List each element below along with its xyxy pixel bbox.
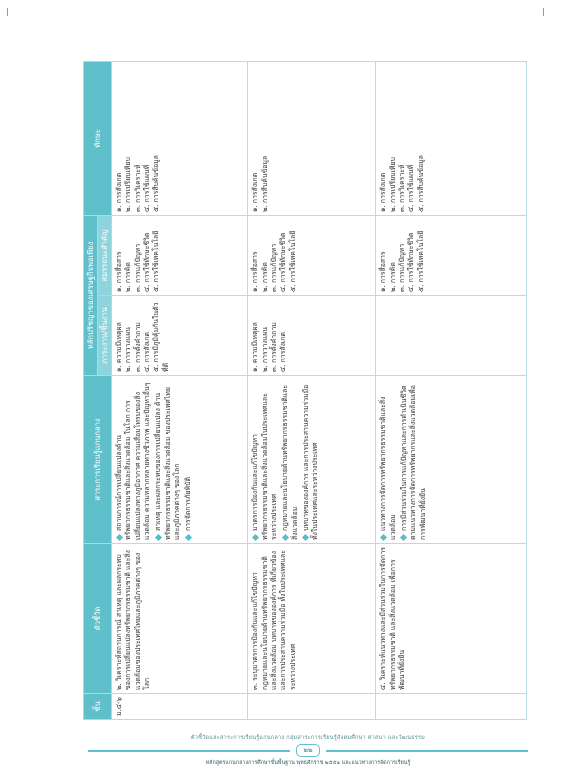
footer-bottom-text: หลักสูตรแกนกลางการศึกษาขั้นพื้นฐาน พุทธศักราช ๒๕๕๑ และแนวทางการจัดการเรียนรู้ — [205, 760, 411, 766]
content-bullet — [154, 379, 182, 540]
indicator-cell: ๓. ระบุมาตรการป้องกันและแก้ไขปัญหา กฎหมายและนโยบายด้านทรัพยากรธรรมชาติ และสิ่งแวดล้อม บทบาทขององค์การ ที่เกี่ยวข้อง และการประสานความร่วมมือ ทั้งในประเทศและระหว่างประเทศ — [248, 544, 376, 694]
content-text: บทบาทขององค์การ และการประสานความร่วมมือทั้งในประเทศและระหว่างประเทศ — [301, 384, 320, 540]
table-row — [112, 61, 248, 719]
content-bullet — [302, 379, 321, 540]
traits-item: ๒. การวางแผน — [260, 327, 269, 372]
grade-cell: ม.๔-๖ — [112, 694, 248, 720]
grade-cell — [248, 694, 376, 720]
page-number: ๒๒ — [296, 744, 320, 757]
skills-item: ๒. การเปรียบเทียบ — [124, 157, 133, 212]
footer-rule-left — [88, 750, 290, 752]
skills-item: ๑. การสังเกต — [379, 172, 388, 212]
curriculum-table-area — [83, 62, 527, 720]
competency-cell — [376, 215, 527, 295]
traits-item: ๑. ความมีเหตุผล — [115, 322, 123, 372]
skills-item: ๒. การเปรียบเทียบ — [388, 157, 397, 212]
traits-item: ๔. การสังเกต — [279, 332, 288, 372]
header-sufficiency-group: หลักปรัชญาของเศรษฐกิจพอเพียง — [84, 215, 98, 375]
header-desired-traits: ภาระงาน/ชิ้นงาน — [98, 296, 112, 376]
footer-rule-right — [326, 750, 528, 752]
competency-cell — [248, 215, 376, 295]
indicator-cell: ๔. วิเคราะห์แนวทางและมีส่วนร่วมในการจัดการทรัพยากรธรรมชาติ และสิ่งแวดล้อม เพื่อการพัฒนาที่ยั่งยืน — [376, 544, 527, 694]
content-text: สาเหตุ และผลกระทบของการเปลี่ยนแปลง ด้านทรัพยากรธรรมชาติและสิ่งแวดล้อม ของประเทศไทยและภูมิภาคต่างๆ ของโลก — [154, 387, 181, 540]
traits-item: ๓. การตั้งคำถาม — [133, 322, 142, 372]
skills-item: ๕. การสืบค้นข้อมูล — [416, 155, 425, 212]
skills-item: ๓. การวิเคราะห์ — [133, 164, 142, 212]
competency-item: ๓. การแก้ปัญหา — [133, 243, 142, 292]
header-indicator: ตัวชี้วัด — [84, 544, 112, 694]
skills-item: ๔. การใช้แผนที่ — [407, 164, 416, 212]
page-footer — [88, 734, 528, 767]
skills-item: ๕. การสืบค้นข้อมูล — [152, 155, 161, 212]
skills-item: ๑. การสังเกต — [115, 172, 123, 212]
indicator-cell: ๒. วิเคราะห์สถานการณ์ สาเหตุ และผลกระทบของการเปลี่ยนแปลงทรัพยากรธรรมชาติ และสิ่งแวดล้อมของประเทศไทยและภูมิภาคต่างๆ ของโลก — [112, 544, 248, 694]
footer-top-text: ตัวชี้วัดและสาระการเรียนรู้แกนกลาง กลุ่มสาระการเรียนรู้สังคมศึกษา ศาสนา และวัฒนธรรม — [190, 735, 426, 741]
header-grade: ชั้น — [84, 694, 112, 720]
desired-traits-cell — [376, 296, 527, 376]
crop-mark-right — [543, 8, 544, 16]
desired-traits-cell — [248, 296, 376, 376]
content-text: แนวทางการจัดการทรัพยากรธรรมชาติและสิ่งแวดล้อม — [379, 396, 397, 540]
content-bullet — [400, 379, 428, 540]
competency-item: ๒. การคิด — [260, 262, 269, 292]
skills-cell — [112, 61, 248, 215]
content-bullet — [379, 379, 398, 540]
competency-item: ๔. การใช้ทักษะชีวิต — [279, 232, 288, 292]
competency-item: ๕. การใช้เทคโนโลยี — [288, 230, 297, 292]
diamond-bullet-icon — [185, 534, 192, 541]
traits-item: ๑. ความมีเหตุผล — [251, 322, 260, 372]
diamond-bullet-icon — [282, 534, 289, 541]
competency-item: ๒. การคิด — [124, 262, 133, 292]
content-text: มาตรการป้องกันและแก้ไขปัญหาทรัพยากรธรรมชาติและสิ่งแวดล้อมในประเทศและระหว่างประเทศ — [251, 393, 278, 540]
core-content-cell — [112, 376, 248, 544]
footer-page-row — [88, 744, 528, 757]
skills-cell — [376, 61, 527, 215]
traits-item: ๕. การมีภูมิคุ้มกันในตัวที่ดี — [152, 302, 170, 372]
competency-item: ๑. การสื่อสาร — [251, 251, 260, 292]
table-row — [248, 61, 376, 719]
diamond-bullet-icon — [302, 534, 309, 541]
competency-item: ๓. การแก้ปัญหา — [269, 243, 278, 292]
content-bullet — [281, 379, 300, 540]
desired-traits-cell — [112, 296, 248, 376]
competency-cell — [112, 215, 248, 295]
core-content-cell — [376, 376, 527, 544]
content-bullet — [115, 379, 152, 540]
table-row — [376, 61, 527, 719]
traits-item: ๓. การตั้งคำถาม — [269, 322, 278, 372]
diamond-bullet-icon — [155, 534, 162, 541]
header-skills: ทักษะ — [84, 61, 112, 215]
skills-item: ๑. การสังเกต — [251, 172, 260, 212]
rotated-table-wrapper — [83, 62, 527, 720]
competency-item: ๑. การสื่อสาร — [115, 251, 123, 292]
content-text: สถานการณ์การเปลี่ยนแปลงด้านทรัพยากรธรรมชาติและสิ่งแวดล้อม ในโลก การเปลี่ยนแปลงทางภูมิอากาศ ความเสื่อมโทรมของสิ่งแวดล้อม ความหลากหลายทางชีวภาพ และปัญหาอื่นๆ — [115, 382, 151, 540]
crop-mark-left — [7, 8, 8, 16]
competency-item: ๕. การใช้เทคโนโลยี — [416, 230, 425, 292]
competency-item: ๑. การสื่อสาร — [379, 251, 388, 292]
traits-item: ๔. การสังเกต — [142, 332, 151, 372]
content-bullet — [184, 379, 193, 540]
grade-cell — [376, 694, 527, 720]
competency-item: ๓. การแก้ปัญหา — [397, 243, 406, 292]
diamond-bullet-icon — [115, 534, 122, 541]
skills-cell — [248, 61, 376, 215]
competency-item: ๕. การใช้เทคโนโลยี — [152, 230, 161, 292]
content-text: กฎหมายและนโยบายด้านทรัพยากรธรรมชาติและสิ่งแวดล้อม — [281, 384, 299, 540]
content-text: การจัดการภัยพิบัติ — [184, 477, 193, 531]
header-core-content: สาระการเรียนรู้แกนกลาง — [84, 376, 112, 544]
diamond-bullet-icon — [400, 534, 407, 541]
core-content-cell — [248, 376, 376, 544]
curriculum-table — [83, 61, 527, 720]
content-bullet — [251, 379, 279, 540]
skills-item: ๒. การสืบค้นข้อมูล — [260, 155, 269, 212]
table-body — [112, 61, 527, 719]
skills-item: ๔. การใช้แผนที่ — [142, 164, 151, 212]
traits-item: ๒. การวางแผน — [124, 327, 133, 372]
skills-item: ๓. การวิเคราะห์ — [397, 164, 406, 212]
diamond-bullet-icon — [380, 534, 387, 541]
diamond-bullet-icon — [252, 534, 259, 541]
content-text: การมีส่วนร่วมในการแก้ปัญหาและการดำเนินชีวิตตามแนวทางการจัดการทรัพยากรและสิ่งแวดล้อมเพื่อการพัฒนาที่ยั่งยืน — [399, 385, 427, 540]
competency-item: ๔. การใช้ทักษะชีวิต — [407, 232, 416, 292]
competency-item: ๒. การคิด — [388, 262, 397, 292]
header-competency: สมรรถนะสำคัญ — [98, 215, 112, 295]
competency-item: ๔. การใช้ทักษะชีวิต — [142, 232, 151, 292]
